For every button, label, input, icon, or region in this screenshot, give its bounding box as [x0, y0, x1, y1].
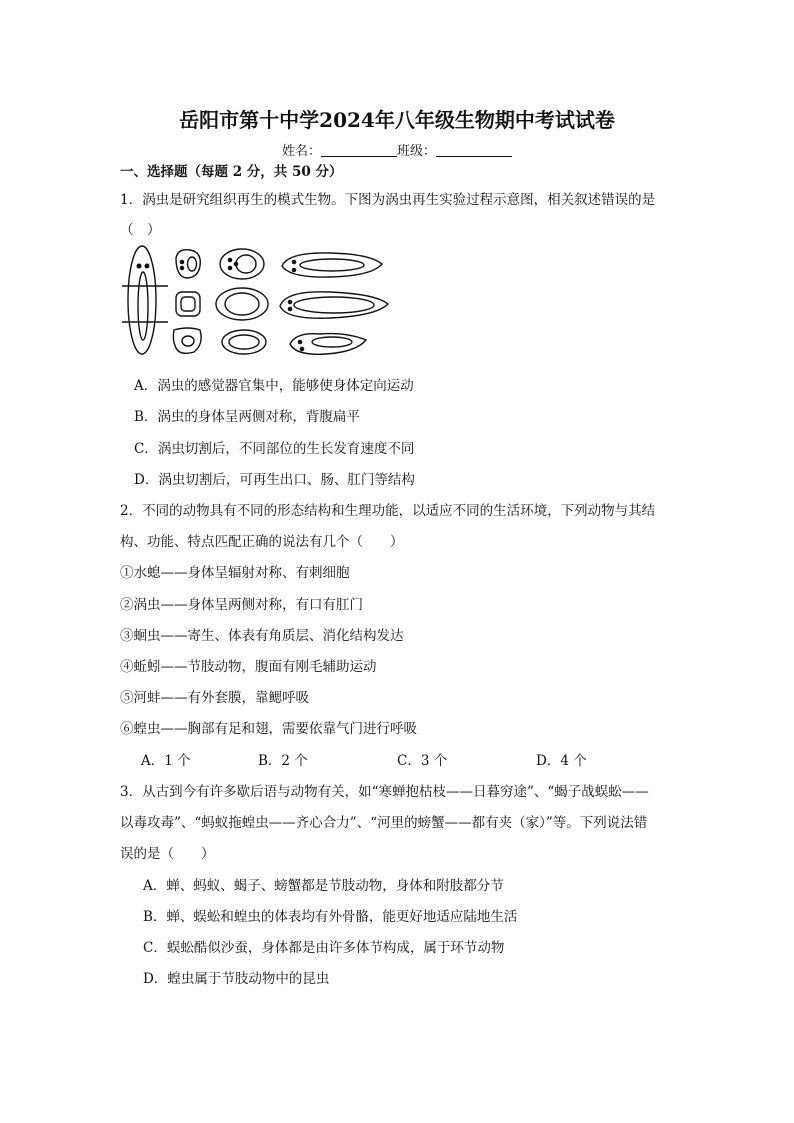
q3-option-b: B．蝉、蜈蚣和蝗虫的体表均有外骨骼，能更好地适应陆地生活 — [143, 909, 518, 925]
q1-stem-line2: （ ） — [120, 222, 161, 238]
q3-stem-line1: 3．从古到今有许多歇后语与动物有关，如“寒蝉抱枯枝——日暮穷途”、“蝎子战蜈蚣—— — [120, 784, 649, 800]
tail-fragment-gut — [182, 336, 194, 346]
exam-title: 岳阳市第十中学2024年八年级生物期中考试试卷 — [179, 108, 615, 132]
q2-item-2: ②涡虫——身体呈两侧对称，有口有肛门 — [120, 597, 363, 613]
q1-option-c: C．涡虫切割后，不同部位的生长发育速度不同 — [134, 441, 415, 457]
regenerated-worm-2-gut — [294, 297, 374, 313]
q1-option-b: B．涡虫的身体呈两侧对称，背腹扁平 — [134, 409, 360, 425]
section-heading: 一、选择题（每题 2 分，共 50 分） — [120, 164, 343, 180]
q2-item-3: ③蛔虫——寄生、体表有角质层、消化结构发达 — [120, 628, 404, 644]
tail-fragment — [173, 328, 201, 353]
class-blank — [436, 144, 512, 157]
regenerating-head-gut — [236, 255, 256, 273]
q2-option-b: B．2 个 — [258, 753, 308, 769]
q2-option-a: A．1 个 — [141, 753, 191, 769]
eyespot — [228, 266, 231, 269]
eyespot — [234, 262, 237, 265]
regenerated-worm-3-gut — [312, 337, 352, 347]
q1-option-d: D．涡虫切割后，可再生出口、肠、肛门等结构 — [134, 472, 415, 488]
q2-stem-line2: 构、功能、特点匹配正确的说法有几个（ ） — [120, 534, 404, 550]
q3-option-c: C．蜈蚣酷似沙蚕，身体都是由许多体节构成，属于环节动物 — [143, 940, 505, 956]
eyespot — [288, 300, 291, 303]
regenerating-head — [220, 249, 264, 279]
eyespot — [300, 347, 303, 350]
regenerated-worm-1 — [282, 253, 382, 277]
trunk-fragment-gut — [181, 297, 195, 311]
q2-item-4: ④蚯蚓——节肢动物，腹面有刚毛辅助运动 — [120, 659, 377, 675]
name-blank — [321, 144, 397, 157]
regenerated-worm-2 — [280, 292, 388, 318]
q1-option-a: A．涡虫的感觉器官集中，能够使身体定向运动 — [134, 378, 414, 394]
eyespot — [180, 260, 183, 263]
regenerating-trunk-gut — [225, 293, 259, 315]
q1-stem-line1: 1．涡虫是研究组织再生的模式生物。下图为涡虫再生实验过程示意图，相关叙述错误的是 — [120, 192, 656, 208]
class-label: 班级： — [397, 144, 437, 159]
eyespot — [137, 264, 141, 268]
name-class-line — [0, 140, 794, 159]
regenerating-tail-gut — [229, 335, 259, 349]
eyespot — [145, 264, 149, 268]
q3-option-d: D．蝗虫属于节肢动物中的昆虫 — [143, 971, 330, 987]
planarian-regeneration-figure — [120, 244, 400, 360]
q2-item-6: ⑥蝗虫——胸部有足和翅，需要依靠气门进行呼吸 — [120, 721, 417, 737]
whole-planarian-gut — [138, 272, 148, 340]
eyespot — [292, 268, 295, 271]
q3-stem-line2: 以毒攻毒”、“蚂蚁拖蝗虫——齐心合力”、“河里的螃蟹——都有夹（家）”等。下列说法错 — [120, 815, 648, 831]
q3-option-a: A．蝉、蚂蚁、蝎子、螃蟹都是节肢动物，身体和附肢都分节 — [143, 878, 504, 894]
q2-item-5: ⑤河蚌——有外套膜，靠鳃呼吸 — [120, 690, 309, 706]
eyespot — [228, 258, 231, 261]
trunk-fragment — [176, 292, 200, 316]
q3-stem-line3: 误的是（ ） — [120, 846, 215, 862]
regenerated-worm-1-gut — [300, 259, 364, 271]
eyespot — [292, 260, 295, 263]
q2-stem-line1: 2．不同的动物具有不同的形态结构和生理功能，以适应不同的生活环境，下列动物与其结 — [120, 503, 656, 519]
whole-planarian-body — [128, 246, 156, 354]
q2-item-1: ①水螅——身体呈辐射对称、有刺细胞 — [120, 565, 350, 581]
q2-option-d: D．4 个 — [536, 753, 587, 769]
head-fragment-gut — [188, 257, 197, 271]
eyespot — [288, 307, 291, 310]
q2-option-c: C．3 个 — [397, 753, 448, 769]
name-label: 姓名： — [281, 144, 321, 159]
eyespot — [298, 340, 301, 343]
eyespot — [180, 266, 183, 269]
